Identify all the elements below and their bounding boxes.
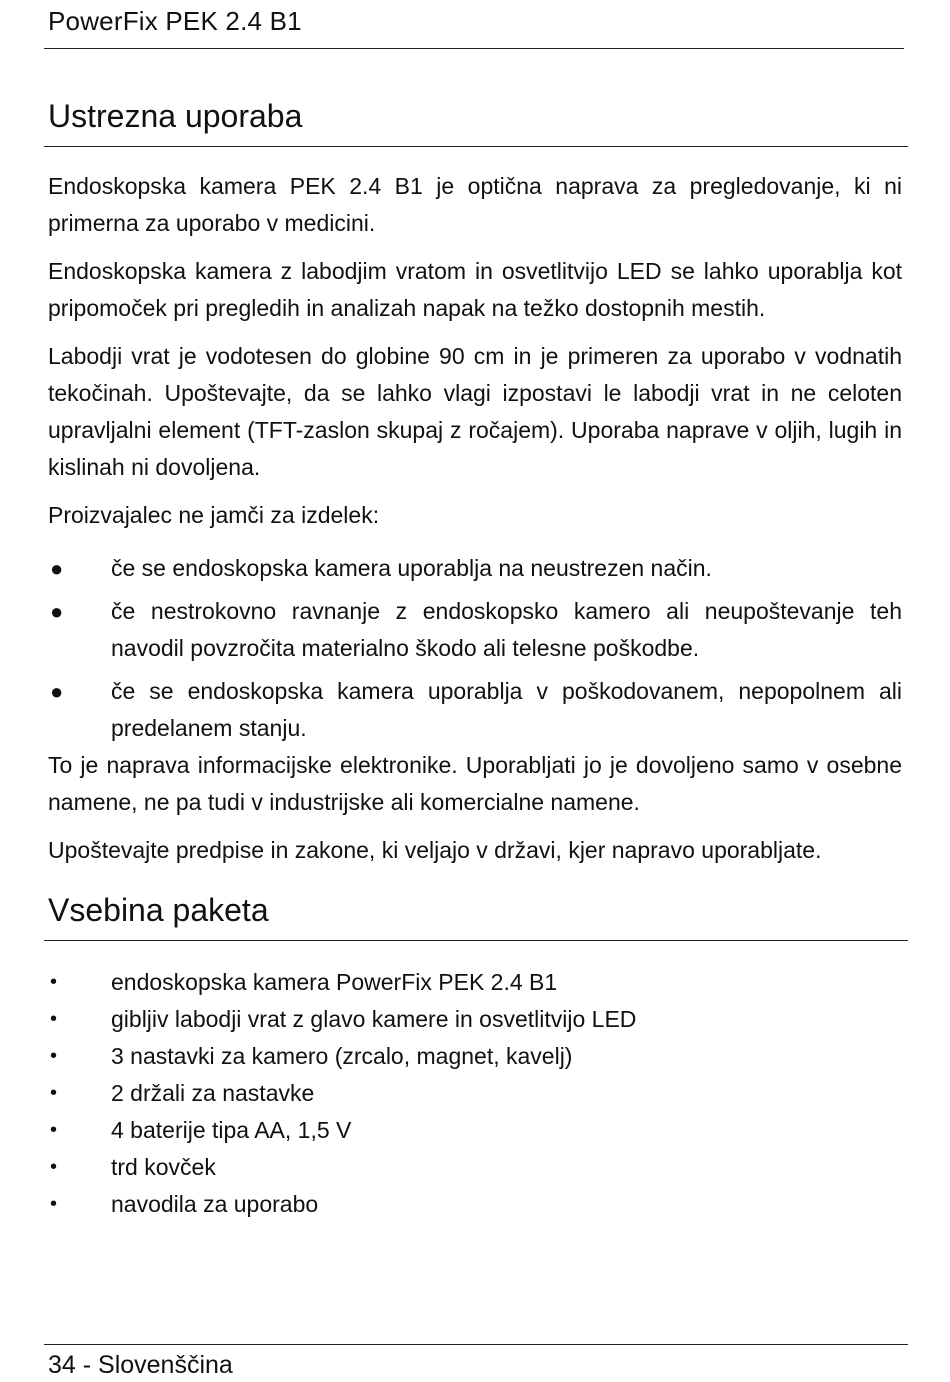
list-item [48, 1149, 902, 1186]
list-item [48, 1038, 902, 1075]
bullet-icon: • [50, 971, 58, 993]
page-footer: 34 - Slovenščina [48, 1351, 233, 1379]
paragraph: Proizvajalec ne jamči za izdelek: [48, 502, 380, 528]
section-body-intended-use [48, 168, 902, 869]
section-rule [44, 940, 908, 941]
section-body-package-contents [48, 964, 902, 1223]
section-heading-package-contents: Vsebina paketa [48, 892, 269, 928]
list-item-text: 4 baterije tipa AA, 1,5 V [111, 1117, 352, 1143]
list-item-text: 2 držali za nastavke [111, 1080, 315, 1106]
paragraph: Endoskopska kamera PEK 2.4 B1 je optična naprava za pregledovanje, ki ni primerna za uporabo v medicini. [48, 173, 902, 236]
list-item [48, 1001, 902, 1038]
bullet-icon: • [50, 1193, 58, 1215]
bullet-icon: • [50, 1119, 58, 1141]
list-item-text: če se endoskopska kamera uporablja na neustrezen način. [111, 555, 712, 581]
liability-list [48, 550, 902, 747]
section-rule [44, 146, 908, 147]
list-item [48, 1075, 902, 1112]
footer-rule [44, 1344, 908, 1345]
paragraph: Labodji vrat je vodotesen do globine 90 cm in je primeren za uporabo v vodnatih tekočinah. Upoštevajte, da se lahko vlagi izpostavi le labodji vrat in ne celoten upravljalni element (TFT-zaslon skupaj z ročajem). Uporaba naprave v oljih, lugih in kislinah ni dovoljena. [48, 343, 902, 480]
header-rule [44, 48, 904, 49]
list-item-text: endoskopska kamera PowerFix PEK 2.4 B1 [111, 969, 558, 995]
bullet-icon: • [50, 1008, 58, 1030]
list-item [48, 1112, 902, 1149]
list-item-text: če se endoskopska kamera uporablja v poškodovanem, nepopolnem ali predelanem stanju. [111, 678, 902, 741]
bullet-icon: ● [50, 679, 64, 704]
bullet-icon: ● [50, 556, 64, 581]
section-heading-intended-use: Ustrezna uporaba [48, 98, 303, 134]
paragraph: Endoskopska kamera z labodjim vratom in osvetlitvijo LED se lahko uporablja kot pripomoček pri pregledih in analizah napak na težko dostopnih mestih. [48, 258, 902, 321]
bullet-icon: ● [50, 599, 64, 624]
paragraph: Upoštevajte predpise in zakone, ki veljajo v državi, kjer napravo uporabljate. [48, 837, 822, 863]
list-item-text: 3 nastavki za kamero (zrcalo, magnet, kavelj) [111, 1043, 573, 1069]
bullet-icon: • [50, 1156, 58, 1178]
paragraph: To je naprava informacijske elektronike. Uporabljati jo je dovoljeno samo v osebne namene, ne pa tudi v industrijske ali komercialne namene. [48, 752, 902, 815]
list-item [48, 1186, 902, 1223]
list-item [48, 550, 902, 587]
bullet-icon: • [50, 1082, 58, 1104]
list-item [48, 964, 902, 1001]
list-item [48, 673, 902, 747]
list-item-text: trd kovček [111, 1154, 216, 1180]
running-header: PowerFix PEK 2.4 B1 [48, 6, 302, 36]
list-item-text: če nestrokovno ravnanje z endoskopsko kamero ali neupoštevanje teh navodil povzročita materialno škodo ali telesne poškodbe. [111, 598, 902, 661]
list-item-text: gibljiv labodji vrat z glavo kamere in osvetlitvijo LED [111, 1006, 637, 1032]
package-contents-list [48, 964, 902, 1223]
list-item-text: navodila za uporabo [111, 1191, 319, 1217]
bullet-icon: • [50, 1045, 58, 1067]
list-item [48, 593, 902, 667]
